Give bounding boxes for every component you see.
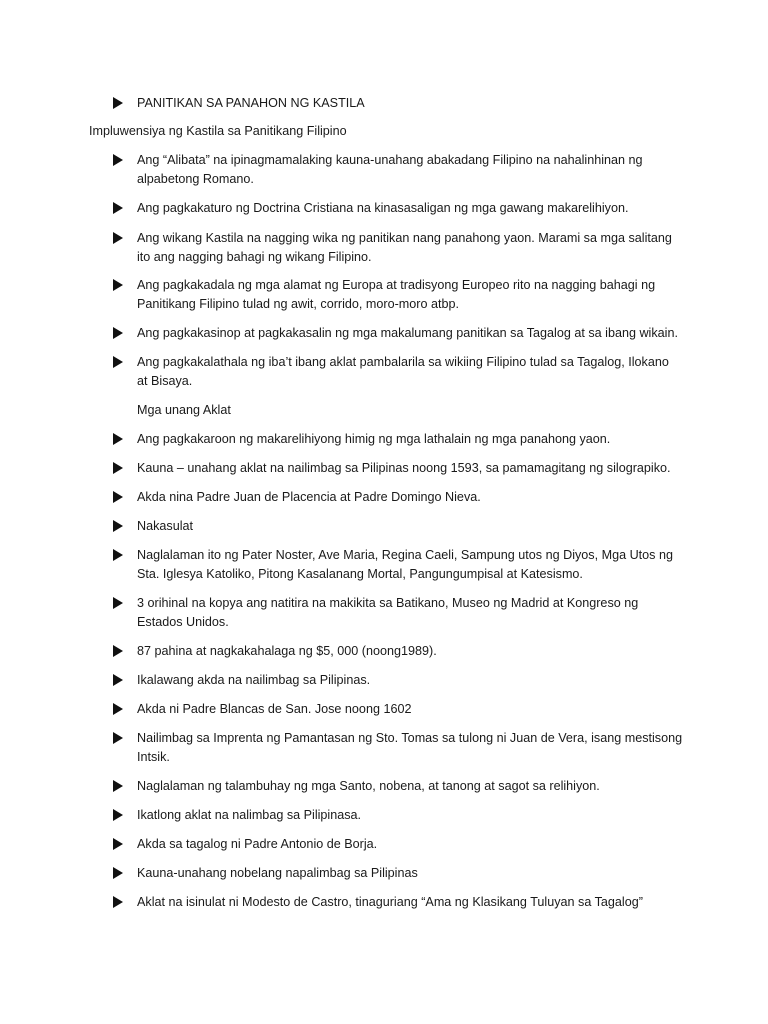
list-item-line: at Bisaya. (137, 373, 193, 388)
list-item-line: 87 pahina at nagkakahalaga ng $5, 000 (noong1989). (137, 644, 437, 658)
list-item (113, 546, 673, 581)
triangle-bullet-icon (113, 645, 123, 657)
list-item (113, 459, 671, 475)
list-item (113, 517, 194, 533)
list-item-line: Ang pagkakadala ng mga alamat ng Europa at tradisyong Europeo rito na nagging bahagi ng (137, 278, 656, 292)
list-item-line: Ikalawang akda na nailimbag sa Pilipinas. (137, 673, 371, 687)
triangle-bullet-icon (113, 520, 123, 532)
list-item-line: Naglalaman ng talambuhay ng mga Santo, nobena, at tanong at sagot sa relihiyon. (137, 779, 600, 793)
list-item (113, 835, 378, 851)
list-item (113, 594, 639, 629)
list-item-line: Ang pagkakasinop at pagkakasalin ng mga makalumang panitikan sa Tagalog at sa ibang wikain. (137, 326, 678, 340)
list-item (113, 488, 481, 504)
section-title-mga-unang-aklat: Mga unang Aklat (137, 403, 231, 417)
triangle-bullet-icon (113, 279, 123, 291)
list-item (113, 276, 656, 311)
list-item-line: Ang pagkakalathala ng iba’t ibang aklat pambalarila sa wikiing Filipino tulad sa Tagalog, Ilokano (137, 355, 669, 369)
list-item (113, 729, 683, 764)
heading-text: PANITIKAN SA PANAHON NG KASTILA (137, 96, 365, 110)
triangle-bullet-icon (113, 597, 123, 609)
triangle-bullet-icon (113, 97, 123, 109)
list-item (113, 893, 643, 909)
list-item-line: Estados Unidos. (137, 614, 229, 629)
list-item-line: Ang wikang Kastila na nagging wika ng panitikan nang panahong yaon. Marami sa mga salitang (137, 231, 672, 245)
list-item (113, 806, 362, 822)
list-item-line: Ikatlong aklat na nalimbag sa Pilipinasa. (137, 808, 362, 822)
list-item-line: Nailimbag sa Imprenta ng Pamantasan ng Sto. Tomas sa tulong ni Juan de Vera, isang mestisong (137, 731, 683, 745)
list-item (113, 324, 678, 340)
triangle-bullet-icon (113, 549, 123, 561)
triangle-bullet-icon (113, 154, 123, 166)
triangle-bullet-icon (113, 674, 123, 686)
list-item-line: Kauna-unahang nobelang napalimbag sa Pilipinas (137, 866, 418, 880)
list-item-line: Naglalaman ito ng Pater Noster, Ave Maria, Regina Caeli, Sampung utos ng Diyos, Mga Utos ng (137, 548, 673, 562)
list-item-line: alpabetong Romano. (137, 171, 254, 186)
triangle-bullet-icon (113, 232, 123, 244)
list-item (113, 777, 600, 793)
list-item-line: Aklat na isinulat ni Modesto de Castro, tinaguriang “Ama ng Klasikang Tuluyan sa Tagalog” (137, 895, 643, 909)
triangle-bullet-icon (113, 838, 123, 850)
list-item-line: Ang “Alibata” na ipinagmamalaking kauna-unahang abakadang Filipino na nahalinhinan ng (137, 153, 643, 167)
list-item-line: Intsik. (137, 749, 170, 764)
list-item (113, 671, 371, 687)
triangle-bullet-icon (113, 809, 123, 821)
triangle-bullet-icon (113, 327, 123, 339)
triangle-bullet-icon (113, 732, 123, 744)
heading-row (113, 94, 365, 110)
list-item-line: Akda ni Padre Blancas de San. Jose noong 1602 (137, 702, 412, 716)
list-item-line: Kauna – unahang aklat na nailimbag sa Pilipinas noong 1593, sa pamamagitang ng silograpiko. (137, 461, 671, 475)
list-item (113, 700, 412, 716)
list-item-line: Nakasulat (137, 519, 194, 533)
list-item-line: Sta. Iglesya Katoliko, Pitong Kasalanang Mortal, Pangungumpisal at Katesismo. (137, 566, 583, 581)
list-item-line: Ang pagkakaroon ng makarelihiyong himig ng mga lathalain ng mga panahong yaon. (137, 432, 611, 446)
triangle-bullet-icon (113, 896, 123, 908)
triangle-bullet-icon (113, 780, 123, 792)
list-item (113, 199, 629, 215)
list-item-line: ito ang nagging bahagi ng wikang Filipino. (137, 249, 372, 264)
triangle-bullet-icon (113, 356, 123, 368)
list-item (113, 430, 611, 446)
triangle-bullet-icon (113, 202, 123, 214)
list-item-line: 3 orihinal na kopya ang natitira na makikita sa Batikano, Museo ng Madrid at Kongreso ng (137, 596, 639, 610)
list-item-line: Akda sa tagalog ni Padre Antonio de Borja. (137, 837, 378, 851)
section-title-impluwensiya: Impluwensiya ng Kastila sa Panitikang Filipino (89, 124, 347, 138)
triangle-bullet-icon (113, 433, 123, 445)
list-item-line: Akda nina Padre Juan de Placencia at Padre Domingo Nieva. (137, 490, 481, 504)
list-item (113, 229, 672, 264)
list-item (113, 642, 437, 658)
list-item (113, 151, 643, 186)
triangle-bullet-icon (113, 867, 123, 879)
triangle-bullet-icon (113, 491, 123, 503)
triangle-bullet-icon (113, 462, 123, 474)
list-item (113, 864, 418, 880)
list-item-line: Ang pagkakaturo ng Doctrina Cristiana na kinasasaligan ng mga gawang makarelihiyon. (137, 201, 629, 215)
triangle-bullet-icon (113, 703, 123, 715)
list-item-line: Panitikang Filipino tulad ng awit, corrido, moro-moro atbp. (137, 296, 459, 311)
list-item (113, 353, 669, 388)
